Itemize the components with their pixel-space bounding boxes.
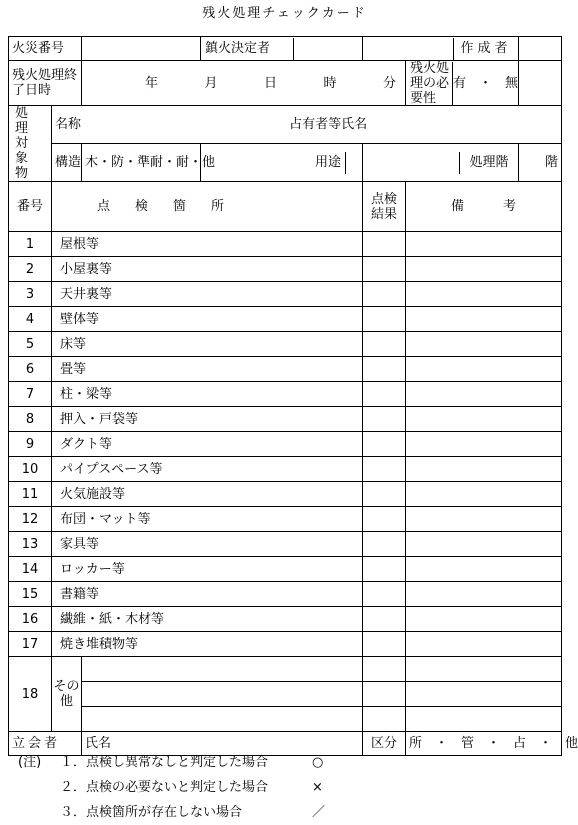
row-number: 4 [9,307,52,332]
need-cell-right [519,61,562,106]
need-cell [406,61,519,106]
row-number: 16 [9,607,52,632]
table-row [9,532,562,557]
notes [18,750,325,825]
table-row [9,407,562,432]
row-number: 5 [9,332,52,357]
inspection-place: 火気施設等 [52,482,363,507]
remarks-cell[interactable] [406,632,562,657]
result-cell[interactable] [363,632,406,657]
note-row-2 [18,775,325,800]
result-cell[interactable] [363,257,406,282]
table-row [9,257,562,282]
other-place-2[interactable] [82,682,363,707]
result-cell[interactable] [363,232,406,257]
inspection-place: 書籍等 [52,582,363,607]
note-mark-1: ○ [312,755,324,770]
result-cell[interactable] [363,607,406,632]
row-number: 9 [9,432,52,457]
division-options[interactable]: 所 ・ 管 ・ 占 ・ 他 [406,732,562,756]
remarks-cell[interactable] [406,407,562,432]
row-number: 7 [9,382,52,407]
table-row [9,457,562,482]
other-result-3[interactable] [363,707,406,732]
row-number: 14 [9,557,52,582]
decision-cell [201,37,363,61]
use-field[interactable] [363,144,519,182]
floor-label: 処理階 [459,152,518,174]
name-label: 名称 [55,117,82,132]
row-number: 12 [9,507,52,532]
note-mark-3: ／ [312,805,326,820]
remarks-cell[interactable] [406,357,562,382]
row-number: 11 [9,482,52,507]
check-items [9,232,562,657]
note-row-1 [18,750,325,775]
remarks-cell[interactable] [406,382,562,407]
author-field[interactable] [519,37,562,61]
table-row [9,282,562,307]
other-remarks-1[interactable] [406,657,562,682]
col-header-no: 番号 [9,182,52,232]
unit-year: 年 [145,75,159,91]
other-remarks-3[interactable] [406,707,562,732]
col-header-remarks: 備 考 [406,182,562,232]
result-cell[interactable] [363,557,406,582]
row-number: 8 [9,407,52,432]
other-label: その他 [52,657,82,732]
inspection-place: 天井裏等 [52,282,363,307]
other-result-2[interactable] [363,682,406,707]
witness-label: 立会者 [9,732,82,756]
result-cell[interactable] [363,407,406,432]
use-label: 用途 [311,152,346,174]
note-text-1: 点検し異常なしと判定した場合 [86,755,269,770]
witness-name-label: 氏名 [85,736,112,751]
row-number: 17 [9,632,52,657]
author-cell [363,37,519,61]
inspection-place: ロッカー等 [52,557,363,582]
use-cell [201,144,363,182]
fire-number-label: 火災番号 [9,37,82,61]
end-datetime-label: 残火処理終了日時 [9,61,82,106]
note-row-3 [18,800,325,825]
remarks-cell[interactable] [406,432,562,457]
remarks-cell[interactable] [406,232,562,257]
need-label: 残火処理の必要性 [406,62,453,105]
need-options[interactable]: 有 ・ 無 [453,75,519,91]
inspection-place: 床等 [52,332,363,357]
row-number: 6 [9,357,52,382]
row-number: 10 [9,457,52,482]
note-text-3: 点検箇所が存在しない場合 [86,805,243,820]
structure-label: 構造 [52,144,82,182]
note-mark-2: × [312,780,323,795]
remarks-cell[interactable] [406,507,562,532]
remarks-cell[interactable] [406,332,562,357]
inspection-place: 壁体等 [52,307,363,332]
table-row [9,307,562,332]
other-no: 18 [9,657,52,732]
table-row [9,382,562,407]
check-card-form [8,36,578,756]
note-num-3: ３． [60,805,87,820]
remarks-cell[interactable] [406,457,562,482]
row-number: 3 [9,282,52,307]
fire-number-field[interactable] [82,37,201,61]
table-row [9,507,562,532]
floor-unit: 階 [519,144,562,182]
result-cell[interactable] [363,532,406,557]
col-header-result: 点検結果 [363,182,406,232]
table-row [9,232,562,257]
remarks-cell[interactable] [406,482,562,507]
row-number: 15 [9,582,52,607]
page-title: 残火処理チェックカード [202,6,367,21]
inspection-place: パイプスペース等 [52,457,363,482]
date-units [85,76,402,91]
inspection-place: 畳等 [52,357,363,382]
unit-day: 日 [263,75,277,91]
row-number: 2 [9,257,52,282]
note-num-2: ２． [60,780,87,795]
table-row [9,357,562,382]
inspection-place: 焼き堆積物等 [52,632,363,657]
note-num-1: １． [60,755,87,770]
result-cell[interactable] [363,482,406,507]
unit-hour: 時 [323,75,337,91]
remarks-cell[interactable] [406,532,562,557]
owner-label: 占有者等氏名 [289,117,368,132]
inspection-place: ダクト等 [52,432,363,457]
row-number: 13 [9,532,52,557]
author-label: 作成者 [453,38,518,60]
remarks-cell[interactable] [406,257,562,282]
other-place-1[interactable] [82,657,363,682]
result-cell[interactable] [363,357,406,382]
table-row [9,482,562,507]
target-label: 処理対象物 [9,106,52,182]
result-cell[interactable] [363,507,406,532]
inspection-place: 押入・戸袋等 [52,407,363,432]
table-row [9,607,562,632]
result-cell[interactable] [363,582,406,607]
other-place-3[interactable] [82,707,363,732]
table-row [9,557,562,582]
structure-options[interactable]: 木・防・準耐・耐・他 [82,144,201,182]
table-row [9,632,562,657]
inspection-place: 繊維・紙・木材等 [52,607,363,632]
target-name-row [52,106,562,144]
division-label: 区分 [363,732,406,756]
other-remarks-2[interactable] [406,682,562,707]
result-cell[interactable] [363,332,406,357]
table-row [9,582,562,607]
table-row [9,332,562,357]
unit-minute: 分 [382,75,396,91]
result-cell[interactable] [363,307,406,332]
table-row [9,432,562,457]
remarks-cell[interactable] [406,582,562,607]
remarks-cell[interactable] [406,557,562,582]
remarks-cell[interactable] [406,307,562,332]
remarks-cell[interactable] [406,282,562,307]
unit-month: 月 [204,75,218,91]
end-datetime-field[interactable] [82,61,406,106]
inspection-place: 屋根等 [52,232,363,257]
result-cell[interactable] [363,432,406,457]
inspection-place: 小屋裏等 [52,257,363,282]
row-number: 1 [9,232,52,257]
inspection-place: 家具等 [52,532,363,557]
remarks-cell[interactable] [406,607,562,632]
result-cell[interactable] [363,382,406,407]
other-result-1[interactable] [363,657,406,682]
inspection-place: 柱・梁等 [52,382,363,407]
col-header-place: 点 検 箇 所 [52,182,363,232]
decision-maker-label: 鎮火決定者 [201,38,294,60]
inspection-place: 布団・マット等 [52,507,363,532]
note-prefix: (注) [18,755,42,770]
result-cell[interactable] [363,457,406,482]
result-cell[interactable] [363,282,406,307]
note-text-2: 点検の必要ないと判定した場合 [86,780,269,795]
